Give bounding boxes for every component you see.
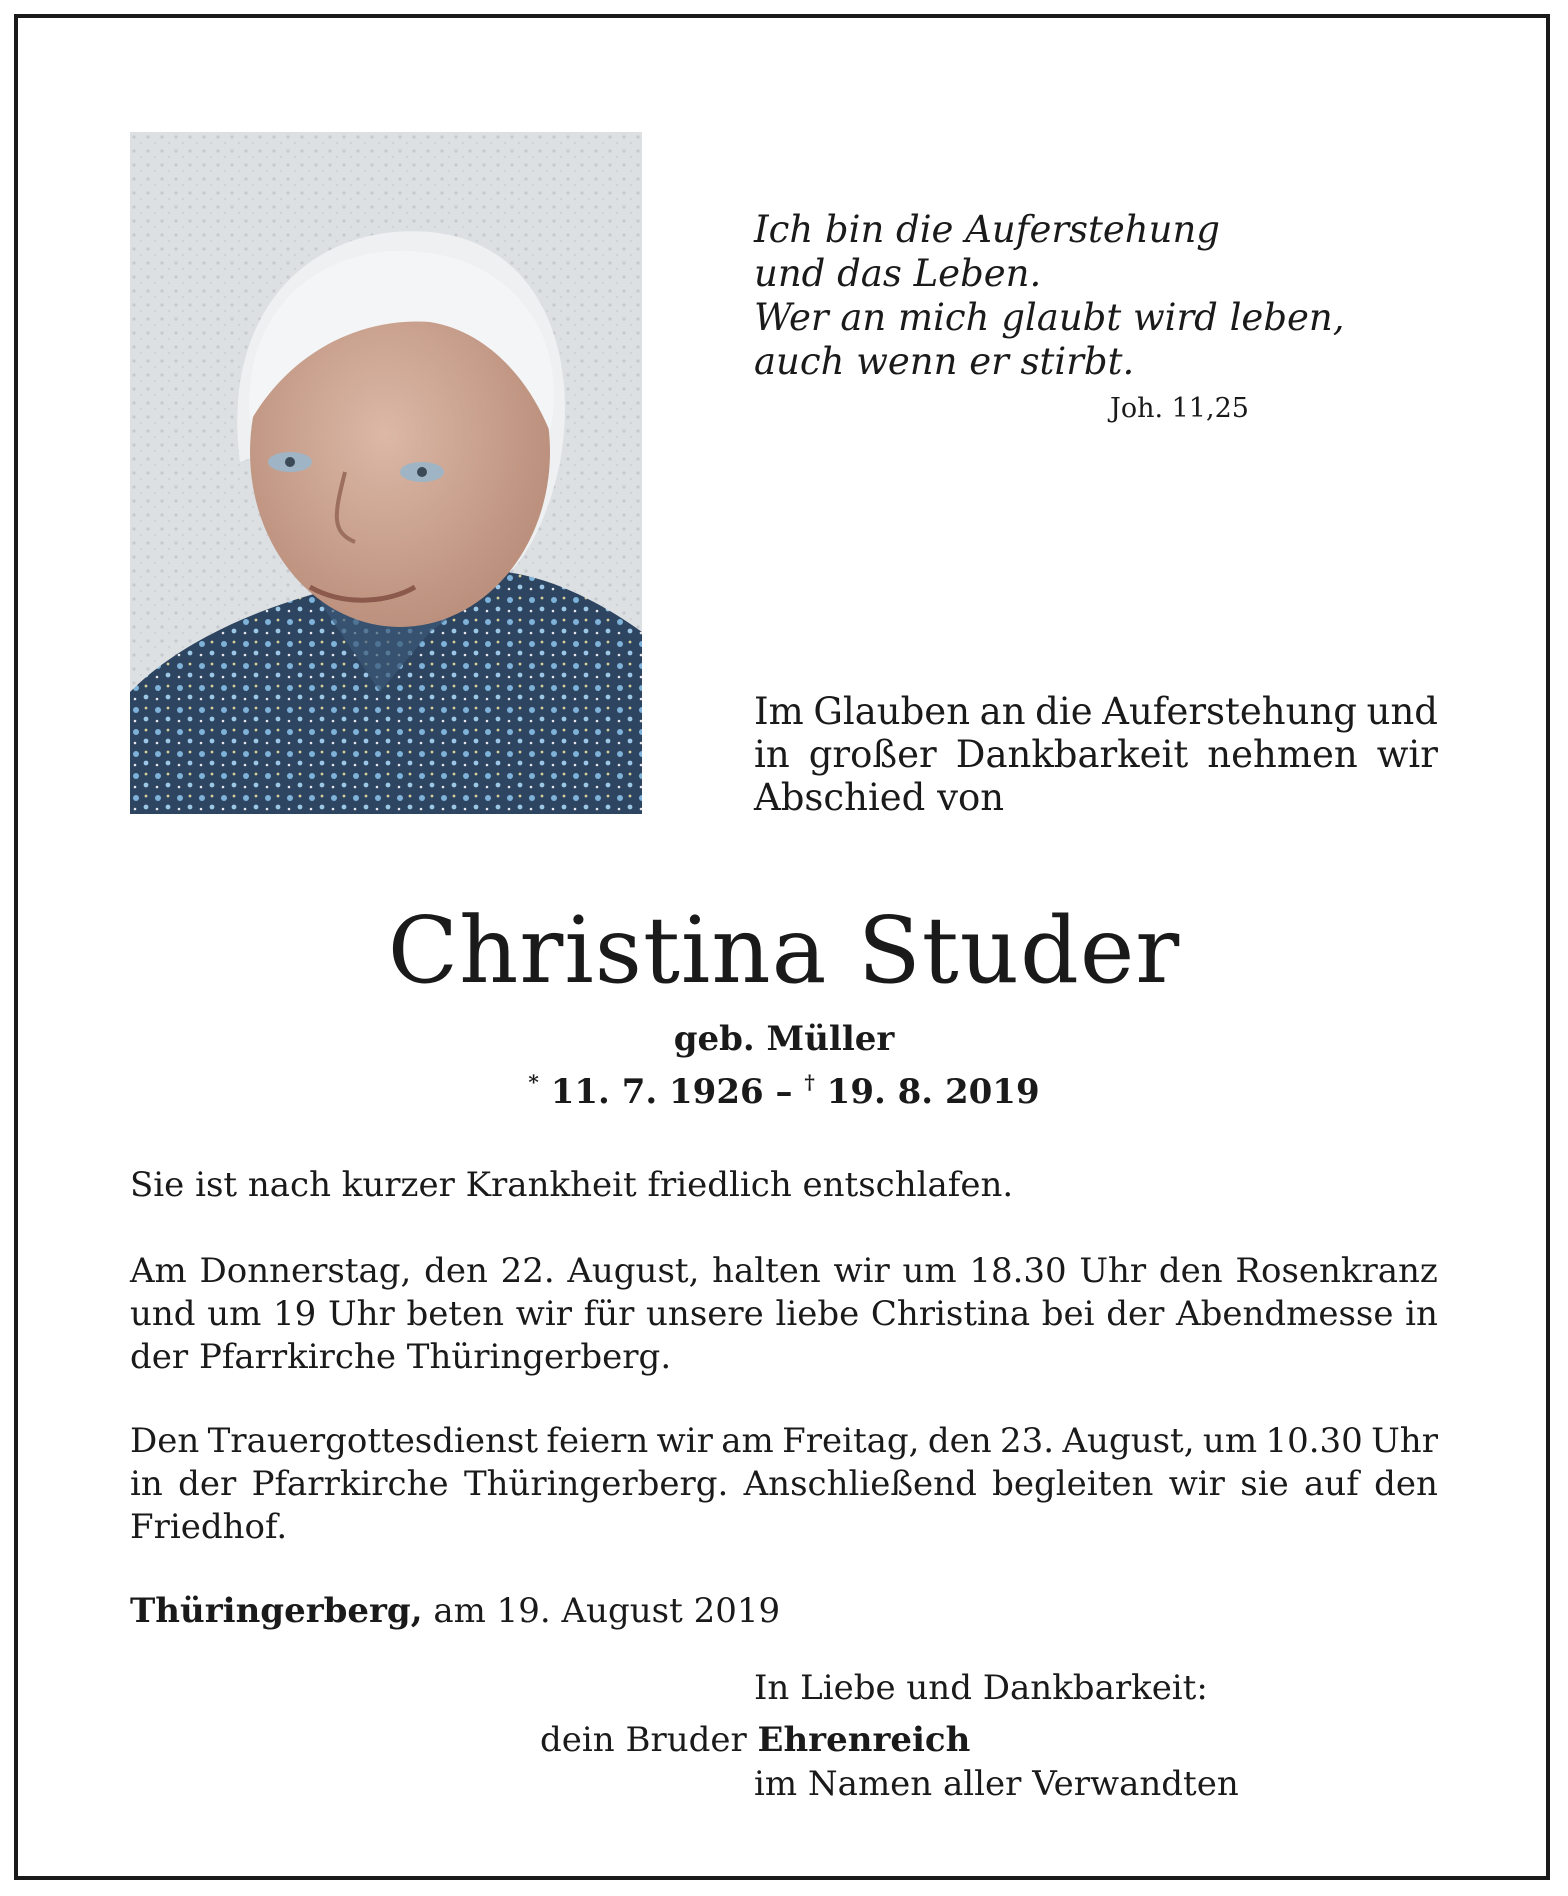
intro-text xyxy=(754,690,1438,819)
intro-line xyxy=(754,690,1438,733)
word: in xyxy=(1405,1294,1438,1334)
word: unsere xyxy=(646,1294,764,1334)
quote-line: Wer an mich glaubt wird leben, xyxy=(754,296,1345,339)
word: Rosenkranz xyxy=(1235,1251,1438,1291)
word: am xyxy=(721,1421,774,1461)
place-date-text: am 19. August 2019 xyxy=(422,1591,781,1631)
quote-line: auch wenn er stirbt. xyxy=(754,340,1135,383)
word: Uhr xyxy=(1371,1421,1438,1461)
word: Pfarrkirche xyxy=(251,1464,449,1504)
word: und xyxy=(130,1294,196,1334)
paragraph-line xyxy=(130,1420,1438,1463)
word: bei xyxy=(1041,1294,1095,1334)
life-dates xyxy=(0,1060,1568,1114)
word: feiern xyxy=(546,1421,649,1461)
word: auf xyxy=(1304,1464,1359,1504)
date-separator: – xyxy=(775,1072,793,1112)
word: Thüringerberg. xyxy=(463,1464,729,1504)
word: den xyxy=(1374,1464,1438,1504)
quote-line: Ich bin die Auferstehung xyxy=(754,208,1220,251)
word: halten xyxy=(712,1251,821,1291)
word: für xyxy=(583,1294,635,1334)
paragraph-line: der Pfarrkirche Thüringerberg. xyxy=(130,1337,672,1377)
word: beten xyxy=(406,1294,505,1334)
word: den xyxy=(1158,1251,1223,1291)
word: Anschließend xyxy=(743,1464,977,1504)
birth-date: 11. 7. 1926 xyxy=(550,1072,764,1112)
word: nehmen xyxy=(1207,733,1358,776)
word: und xyxy=(1366,690,1438,733)
word: den xyxy=(927,1421,992,1461)
signature-family: im Namen aller Verwandten xyxy=(754,1764,1239,1804)
word: wir xyxy=(515,1294,572,1334)
word: Uhr xyxy=(1079,1251,1147,1291)
word: großer xyxy=(808,733,937,776)
paragraph-funeral xyxy=(130,1420,1438,1549)
place-name: Thüringerberg, xyxy=(130,1591,423,1631)
word: Uhr xyxy=(327,1294,395,1334)
paragraph-line: Sie ist nach kurzer Krankheit friedlich entschlafen. xyxy=(130,1165,1014,1205)
paragraph-line xyxy=(130,1463,1438,1506)
word: August, xyxy=(1062,1421,1195,1461)
quote-reference: Joh. 11,25 xyxy=(1110,393,1249,424)
signer-name: Ehrenreich xyxy=(757,1720,971,1760)
word: 22. xyxy=(500,1251,555,1291)
word: Trauergottesdienst xyxy=(207,1421,539,1461)
paragraph-rosary xyxy=(130,1250,1438,1379)
signature-greeting: In Liebe und Dankbarkeit: xyxy=(754,1668,1208,1708)
death-symbol: † xyxy=(804,1070,815,1094)
death-date: 19. 8. 2019 xyxy=(826,1072,1040,1112)
word: um xyxy=(902,1251,957,1291)
word: um xyxy=(207,1294,262,1334)
portrait-photo xyxy=(130,132,642,814)
word: Im xyxy=(754,690,804,733)
birth-name: geb. Müller xyxy=(673,1019,895,1059)
word: wir xyxy=(1376,733,1438,776)
word: 23. xyxy=(1000,1421,1055,1461)
word: 19 xyxy=(273,1294,317,1334)
word: der xyxy=(178,1464,237,1504)
word: der xyxy=(1106,1294,1165,1334)
paragraph-line xyxy=(130,1250,1438,1293)
word: wir xyxy=(1168,1464,1225,1504)
word: Auferstehung xyxy=(1102,690,1357,733)
word: an xyxy=(979,690,1026,733)
word: 10.30 xyxy=(1265,1421,1363,1461)
paragraph-passing xyxy=(130,1164,1438,1207)
word: liebe xyxy=(775,1294,860,1334)
word: begleiten xyxy=(992,1464,1154,1504)
paragraph-line xyxy=(130,1293,1438,1336)
word: in xyxy=(754,733,790,776)
paragraph-line: Friedhof. xyxy=(130,1507,288,1547)
word: 18.30 xyxy=(969,1251,1067,1291)
word: Christina xyxy=(870,1294,1031,1334)
place-date xyxy=(130,1590,1438,1633)
signature-signer-line xyxy=(540,1720,970,1760)
deceased-name: Christina Studer xyxy=(387,897,1181,1004)
word: Den xyxy=(130,1421,200,1461)
word: um xyxy=(1202,1421,1258,1461)
word: wir xyxy=(656,1421,713,1461)
word: Glauben xyxy=(813,690,971,733)
signer-relation: dein Bruder xyxy=(540,1720,758,1760)
word: sie xyxy=(1240,1464,1289,1504)
word: Freitag, xyxy=(782,1421,920,1461)
bible-quote xyxy=(754,208,1345,384)
word: Dankbarkeit xyxy=(955,733,1189,776)
word: Donnerstag, xyxy=(199,1251,412,1291)
word: Abendmesse xyxy=(1176,1294,1394,1334)
word: wir xyxy=(833,1251,890,1291)
word: in xyxy=(130,1464,163,1504)
intro-line xyxy=(754,733,1438,776)
birth-symbol: * xyxy=(528,1070,539,1094)
word: August, xyxy=(567,1251,700,1291)
intro-line: Abschied von xyxy=(754,776,1005,819)
word: den xyxy=(424,1251,488,1291)
word: Am xyxy=(130,1251,187,1291)
word: die xyxy=(1035,690,1093,733)
quote-line: und das Leben. xyxy=(754,252,1042,295)
